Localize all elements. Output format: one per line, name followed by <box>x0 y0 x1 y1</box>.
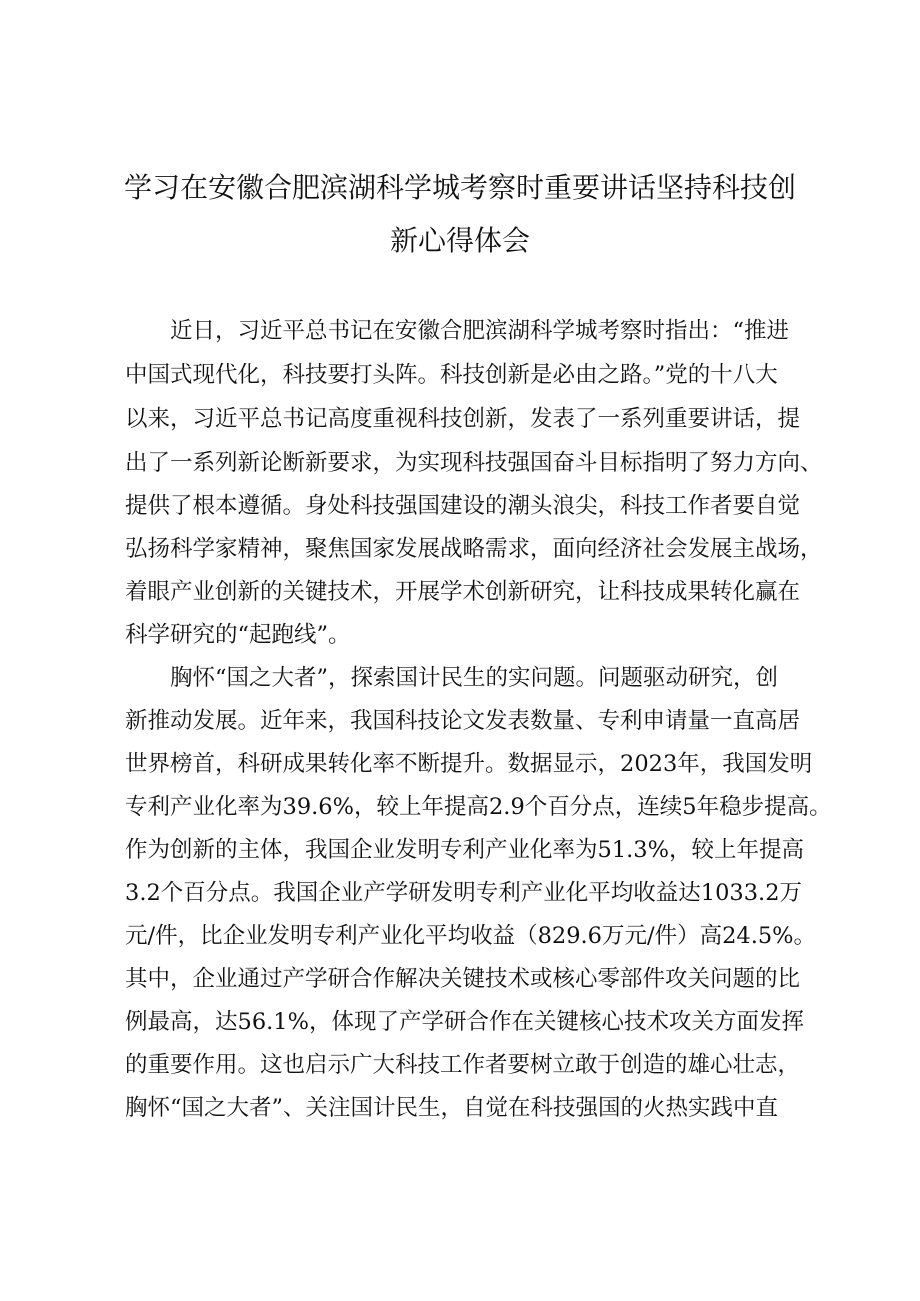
paragraph-2-line: 元/件，比企业发明专利产业化平均收益（829.6万元/件）高24.5%。 <box>125 923 817 949</box>
paragraph-2-line: 世界榜首，科研成果转化率不断提升。数据显示，2023年，我国发明 <box>125 751 813 777</box>
paragraph-1-line: 弘扬科学家精神，聚焦国家发展战略需求，面向经济社会发展主战场， <box>125 536 823 562</box>
paragraph-1-line: 提供了根本遵循。身处科技强国建设的潮头浪尖，科技工作者要自觉 <box>125 493 801 519</box>
paragraph-2-line: 专利产业化率为39.6%，较上年提高2.9个百分点，连续5年稳步提高。 <box>125 794 832 820</box>
paragraph-1-line: 中国式现代化，科技要打头阵。科技创新是必由之路。”党的十八大 <box>125 362 778 388</box>
paragraph-2-line: 新推动发展。近年来，我国科技论文发表数量、专利申请量一直高居 <box>125 708 801 734</box>
paragraph-2-line: 其中，企业通过产学研合作解决关键技术或核心零部件攻关问题的比 <box>125 966 801 992</box>
document-title-line-1: 学习在安徽合肥滨湖科学城考察时重要讲话坚持科技创 <box>123 171 796 204</box>
document-title-line-2: 新心得体会 <box>389 224 530 257</box>
paragraph-2-line: 的重要作用。这也启示广大科技工作者要树立敢于创造的雄心壮志， <box>125 1052 801 1078</box>
paragraph-1-line: 出了一系列新论断新要求，为实现科技强国奋斗目标指明了努力方向、 <box>125 450 823 476</box>
paragraph-2-line: 作为创新的主体，我国企业发明专利产业化率为51.3%，较上年提高 <box>125 837 804 863</box>
paragraph-2-line: 胸怀“国之大者”、关注国计民生，自觉在科技强国的火热实践中直 <box>125 1095 779 1121</box>
paragraph-1-line: 科学研究的“起跑线”。 <box>125 622 351 648</box>
paragraph-2-line: 胸怀“国之大者”，探索国计民生的实问题。问题驱动研究，创 <box>170 665 779 691</box>
paragraph-2-line: 例最高，达56.1%，体现了产学研合作在关键核心技术攻关方面发挥 <box>125 1009 804 1035</box>
paragraph-1-line: 近日，习近平总书记在安徽合肥滨湖科学城考察时指出：“推进 <box>170 318 790 344</box>
paragraph-1-line: 以来，习近平总书记高度重视科技创新，发表了一系列重要讲话，提 <box>125 406 801 432</box>
paragraph-2-line: 3.2个百分点。我国企业产学研发明专利产业化平均收益达1033.2万 <box>125 880 803 906</box>
paragraph-1-line: 着眼产业创新的关键技术，开展学术创新研究，让科技成果转化赢在 <box>125 579 801 605</box>
